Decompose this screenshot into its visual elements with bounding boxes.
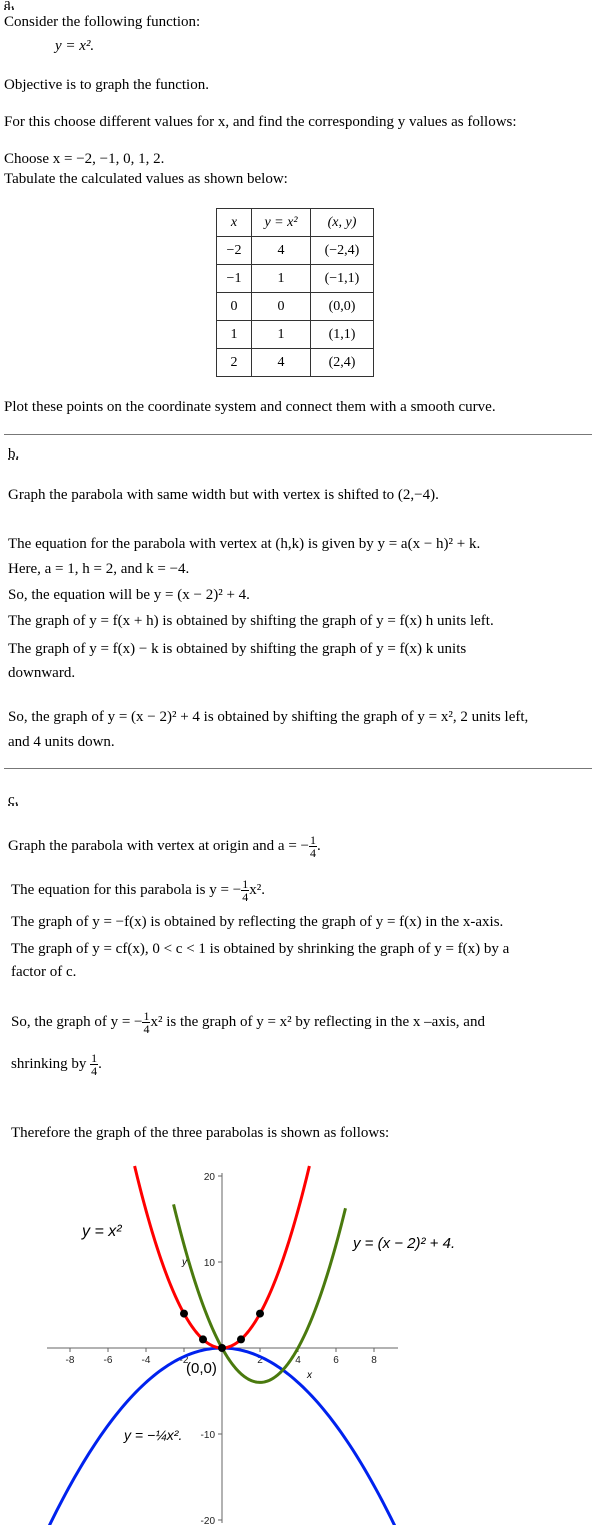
- table-row: [217, 237, 374, 265]
- x-tick-label: 8: [371, 1355, 377, 1366]
- plotted-point: [199, 1335, 207, 1343]
- label-parent: y = x²: [82, 1223, 122, 1240]
- table-header-row: [217, 209, 374, 237]
- part-a-plot-note: Plot these points on the coordinate system and connect them with a smooth curve.: [4, 399, 496, 415]
- part-b-line6: The graph of y = f(x) − k is obtained by shifting the graph of y = f(x) k units: [8, 641, 467, 657]
- table-cell: (−1,1): [311, 265, 374, 293]
- part-c-line1-text: Graph the parabola with vertex at origin and a = −: [8, 837, 309, 854]
- part-c-line2: [11, 878, 265, 903]
- table-cell: 1: [217, 321, 252, 349]
- table-cell: 4: [252, 349, 311, 377]
- table-cell: (1,1): [311, 321, 374, 349]
- part-c-line8: Therefore the graph of the three parabolas is shown as follows:: [11, 1125, 390, 1141]
- part-c-label: c.: [8, 792, 19, 808]
- fraction-denominator: 4: [91, 1064, 98, 1078]
- plotted-point: [180, 1310, 188, 1318]
- fraction-one-quarter: [309, 834, 317, 859]
- part-c-line3: The graph of y = −f(x) is obtained by reflecting the graph of y = f(x) in the x-axis.: [11, 914, 504, 930]
- plotted-point: [256, 1310, 264, 1318]
- part-a-intro: Consider the following function:: [4, 14, 201, 30]
- table-cell: 1: [252, 265, 311, 293]
- graph-labels: [81, 1223, 455, 1443]
- part-b-line5: The graph of y = f(x + h) is obtained by shifting the graph of y = f(x) h units left.: [8, 613, 494, 629]
- fraction-one-quarter: [90, 1052, 98, 1077]
- table-row: [217, 349, 374, 377]
- y-axis-label: y: [182, 1257, 187, 1268]
- part-a-choose: Choose x = −2, −1, 0, 1, 2.: [4, 151, 165, 167]
- label-shifted: y = (x − 2)² + 4.: [353, 1235, 456, 1252]
- curve-reflected: [45, 1348, 397, 1525]
- table-cell: (0,0): [311, 293, 374, 321]
- part-c-line7-text: shrinking by: [11, 1055, 87, 1072]
- table-cell: (2,4): [311, 349, 374, 377]
- divider: [4, 768, 592, 769]
- x-tick-label: -4: [141, 1355, 151, 1366]
- table-header: x: [217, 209, 252, 237]
- part-b-line8: So, the graph of y = (x − 2)² + 4 is obtained by shifting the graph of y = x², 2 units left,: [8, 709, 529, 725]
- table-cell: 2: [217, 349, 252, 377]
- table-cell: 0: [252, 293, 311, 321]
- x-tick-label: -6: [103, 1355, 113, 1366]
- table-header: y = x²: [252, 209, 311, 237]
- table-cell: 1: [252, 321, 311, 349]
- part-c-line6-text: So, the graph of y = −: [11, 1013, 143, 1030]
- table-row: [217, 321, 374, 349]
- table-cell: (−2,4): [311, 237, 374, 265]
- part-c-line5: factor of c.: [11, 964, 77, 980]
- values-table: [216, 208, 374, 377]
- x-tick-label: -2: [179, 1355, 189, 1366]
- part-b-line3: Here, a = 1, h = 2, and k = −4.: [8, 561, 190, 577]
- part-b-line7: downward.: [8, 665, 76, 681]
- part-a-tabulate: Tabulate the calculated values as shown below:: [4, 171, 288, 187]
- fraction-numerator: 1: [143, 1009, 150, 1023]
- x-axis-label: x: [307, 1370, 312, 1381]
- x-tick-label: 4: [295, 1355, 301, 1366]
- part-a-objective: Objective is to graph the function.: [4, 77, 209, 93]
- part-a-method: For this choose different values for x, and find the corresponding y values as follows:: [4, 114, 517, 130]
- part-a-function: y = x².: [55, 38, 95, 54]
- plotted-point: [218, 1344, 226, 1352]
- origin-label: (0,0): [186, 1360, 217, 1377]
- table-row: [217, 293, 374, 321]
- parabola-graph: [0, 1145, 600, 1525]
- fraction-numerator: 1: [309, 833, 316, 847]
- plotted-point: [237, 1335, 245, 1343]
- y-tick-label: -20: [200, 1516, 215, 1525]
- table-cell: 0: [217, 293, 252, 321]
- part-b-line9: and 4 units down.: [8, 734, 115, 750]
- fraction-one-quarter: [241, 878, 249, 903]
- part-c-line7: shrinking by $\frac{1}{4}$ .: [11, 1051, 102, 1078]
- x-tick-label: -8: [65, 1355, 75, 1366]
- fraction-numerator: 1: [242, 877, 249, 891]
- part-c-line2-tail: x².: [249, 881, 265, 898]
- y-tick-label: 10: [203, 1258, 215, 1269]
- part-c-line1: Graph the parabola with vertex at origin and a = − $\frac{1}{4}$ .: [8, 833, 321, 860]
- part-c-line4: The graph of y = cf(x), 0 < c < 1 is obtained by shrinking the graph of y = f(x) by a: [11, 941, 510, 957]
- part-b-line2: The equation for the parabola with vertex at (h,k) is given by y = a(x − h)² + k.: [8, 536, 481, 552]
- fraction-denominator: 4: [143, 1022, 150, 1036]
- table-cell: −1: [217, 265, 252, 293]
- part-c-line2-text: The equation for this parabola is y = −: [11, 881, 242, 898]
- table-row: [217, 265, 374, 293]
- part-b-label: b.: [8, 446, 20, 462]
- part-b-line4: So, the equation will be y = (x − 2)² + 4.: [8, 587, 250, 603]
- part-c-line6: [11, 1010, 485, 1035]
- table-header: (x, y): [311, 209, 374, 237]
- label-reflected: y = −¼x².: [124, 1427, 183, 1443]
- divider: [4, 434, 592, 435]
- part-a-label: a.: [4, 0, 15, 12]
- x-tick-label: 2: [257, 1355, 263, 1366]
- part-c-line6-tail: x² is the graph of y = x² by reflecting in the x –axis, and: [150, 1013, 485, 1030]
- part-b-line1: Graph the parabola with same width but with vertex is shifted to (2,−4).: [8, 487, 439, 503]
- y-tick-label: -10: [200, 1430, 215, 1441]
- table-cell: −2: [217, 237, 252, 265]
- table-cell: 4: [252, 237, 311, 265]
- x-tick-label: 6: [333, 1355, 339, 1366]
- fraction-numerator: 1: [91, 1051, 98, 1065]
- fraction-denominator: 4: [309, 846, 316, 860]
- fraction-denominator: 4: [242, 890, 249, 904]
- y-tick-label: 20: [203, 1172, 215, 1183]
